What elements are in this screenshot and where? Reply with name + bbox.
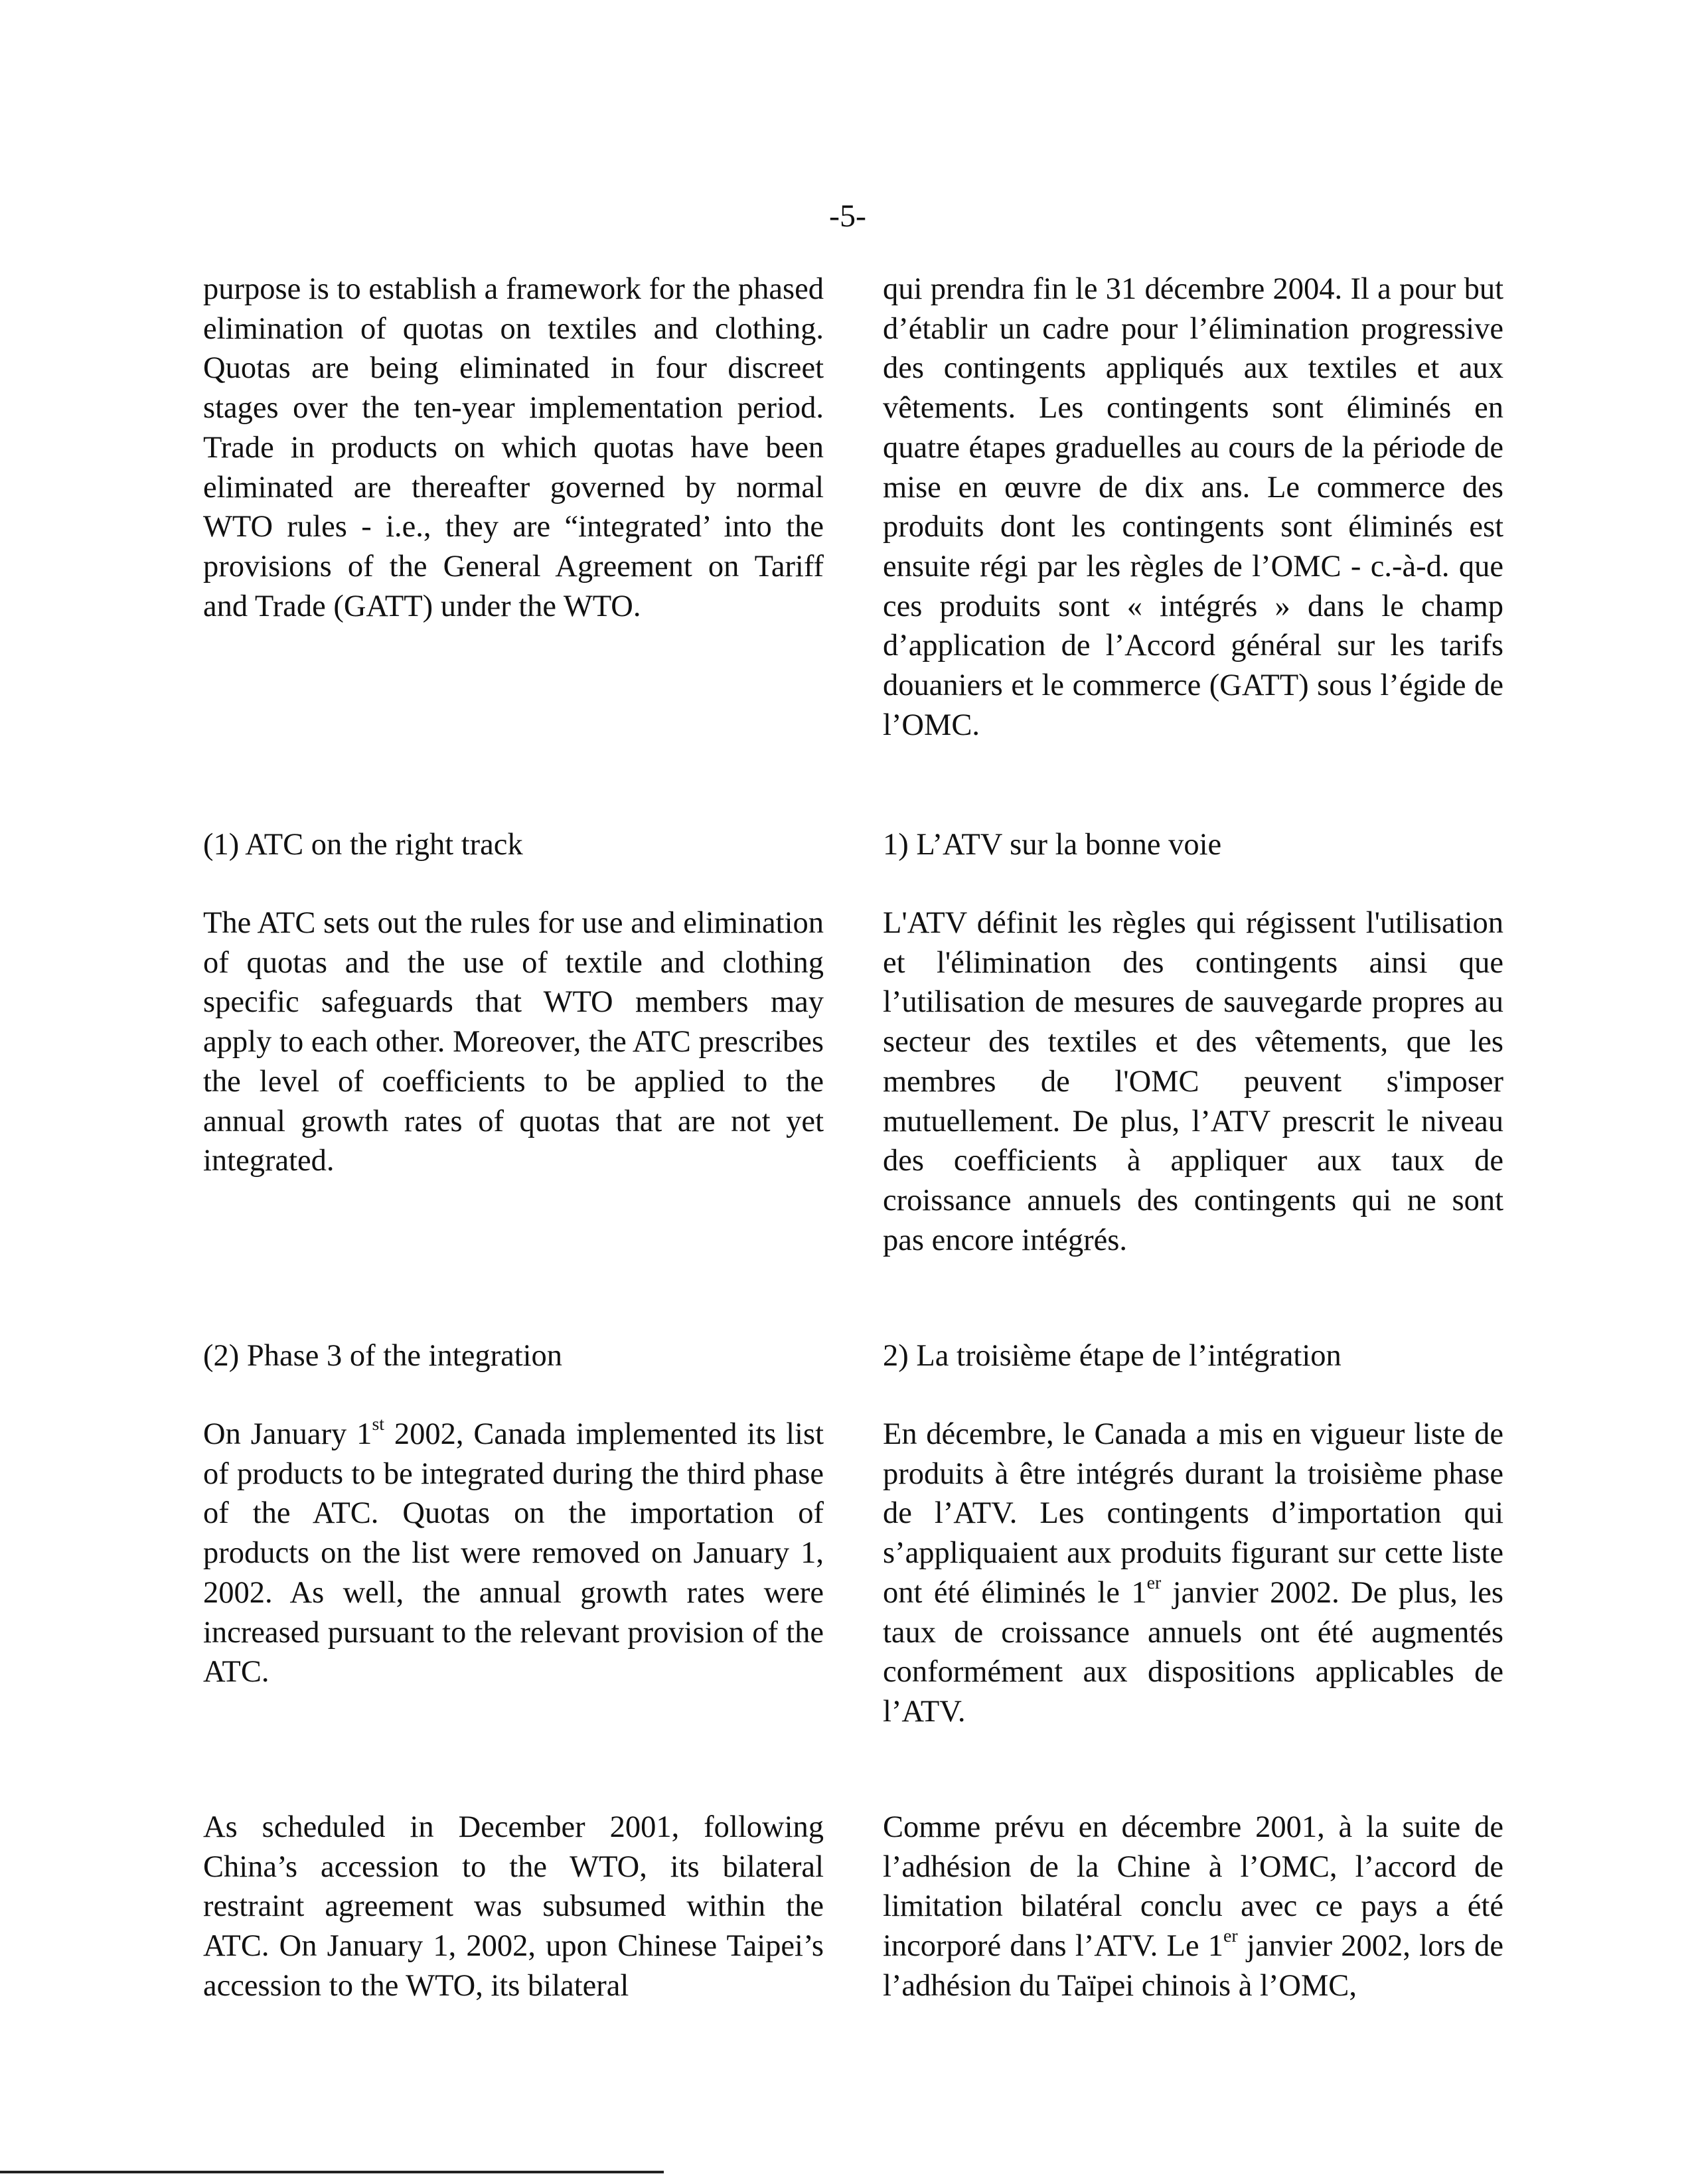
french-section2-heading: 2) La troisième étape de l’intégration — [883, 1339, 1342, 1373]
french-intro-paragraph: qui prendra fin le 31 décembre 2004. Il a pour but d’établir un cadre pour l’élimination progressive des contingents appliqués aux textiles et aux vêtements. Les contingents sont éliminés en quatre étapes graduelles au cours de la période de mise en œuvre de dix ans. Le commerce des produits dont les contingents sont éliminés est ensuite régi par les règles de l’OMC - c.-à-d. que ces produits sont « intégrés » dans le champ d’application de l’Accord général sur les tarifs douaniers et le commerce (GATT) sous l’égide de l’OMC. — [883, 272, 1503, 742]
french-section2-paragraph: En décembre, le Canada a mis en vigueur liste de produits à être intégrés durant la troisième phase de l’ATV. Les contingents d’importation qui s’appliquaient aux produits figurant sur cette liste ont été éliminés le 1er janvier 2002. De plus, les taux de croissance annuels ont été augmentés conformément aux dispositions applicables de l’ATV. — [883, 1417, 1503, 1729]
bottom-rule — [0, 2171, 664, 2173]
english-section1-heading: (1) ATC on the right track — [203, 828, 523, 862]
french-section1-paragraph: L'ATV définit les règles qui régissent l'utilisation et l'élimination des contingents ainsi que l’utilisation de mesures de sauvegarde propres au secteur des textiles et des vêtements, que les membres de l'OMC peuvent s'imposer mutuellement. De plus, l’ATV prescrit le niveau des coefficients à appliquer aux taux de croissance annuels des contingents qui ne sont pas encore intégrés. — [883, 906, 1503, 1257]
english-intro-paragraph: purpose is to establish a framework for the phased elimination of quotas on textiles and clothing. Quotas are being eliminated in four discreet stages over the ten-year implementation period. Trade in products on which quotas have been eliminated are thereafter governed by normal WTO rules - i.e., they are “integrated’ into the provisions of the General Agreement on Tariff and Trade (GATT) under the WTO. — [203, 272, 824, 623]
french-section2-paragraph-2: Comme prévu en décembre 2001, à la suite de l’adhésion de la Chine à l’OMC, l’accord de limitation bilatéral conclu avec ce pays a été incorporé dans l’ATV. Le 1er janvier 2002, lors de l’adhésion du Taïpei chinois à l’OMC, — [883, 1810, 1503, 2003]
page-number: -5- — [829, 198, 866, 234]
english-section2-heading: (2) Phase 3 of the integration — [203, 1339, 563, 1373]
english-section2-paragraph: On January 1st 2002, Canada implemented its list of products to be integrated during the third phase of the ATC. Quotas on the importation of products on the list were removed on January 1, 2002. As well, the annual growth rates were increased pursuant to the relevant provision of the ATC. — [203, 1414, 824, 1689]
english-section2-paragraph-2: As scheduled in December 2001, following China’s accession to the WTO, its bilateral restraint agreement was subsumed within the ATC. On January 1, 2002, upon Chinese Taipei’s accession to the WTO, its bilateral — [203, 1810, 824, 2003]
french-section1-heading: 1) L’ATV sur la bonne voie — [883, 828, 1222, 862]
english-section1-paragraph: The ATC sets out the rules for use and elimination of quotas and the use of textile and clothing specific safeguards that WTO members may apply to each other. Moreover, the ATC prescribes the level of coefficients to be applied to the annual growth rates of quotas that are not yet integrated. — [203, 906, 824, 1178]
